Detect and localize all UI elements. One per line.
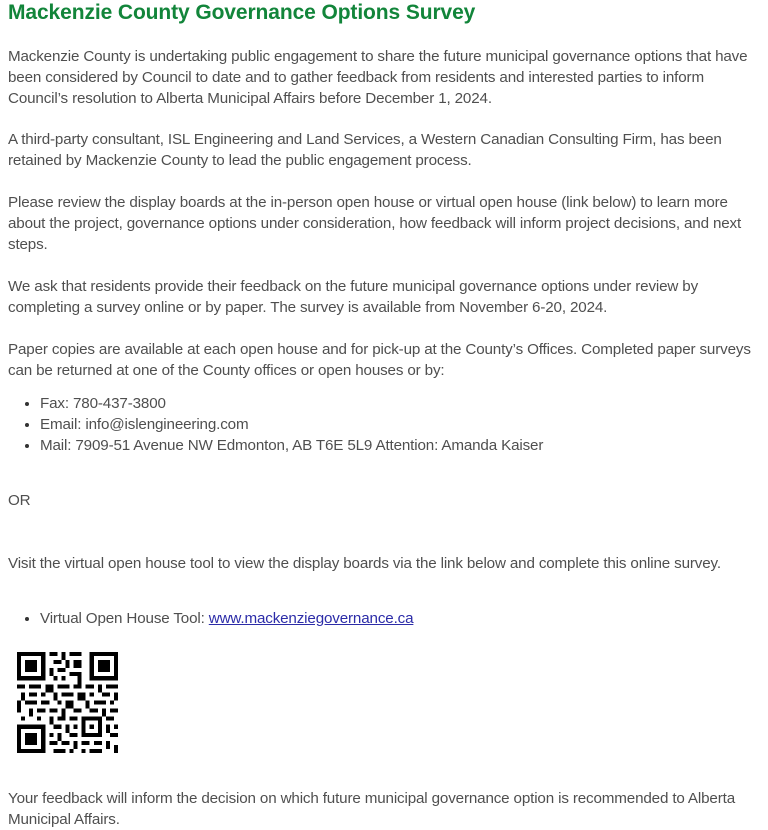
list-item-fax: Fax: 780-437-3800 [22,393,543,414]
closing-paragraph: Your feedback will inform the decision on which future municipal governance option is recommended to Alberta Municipal Affairs. [8,790,735,828]
or-separator: OR [8,492,31,509]
list-item-mail: Mail: 7909-51 Avenue NW Edmonton, AB T6E 5L9 Attention: Amanda Kaiser [22,435,543,456]
page-title: Mackenzie County Governance Options Survey [8,1,476,24]
consultant-paragraph: A third-party consultant, ISL Engineering and Land Services, a Western Canadian Consulting Firm, has been retained by Mackenzie County to lead the public engagement process. [8,131,722,169]
visit-paragraph: Visit the virtual open house tool to view the display boards via the link below and complete this online survey. [8,555,721,572]
intro-paragraph: Mackenzie County is undertaking public engagement to share the future municipal governance options that have been considered by Council to date and to gather feedback from residents and interested parties to inform Council’s resolution to Alberta Municipal Affairs before December 1, 2024. [8,48,748,107]
review-paragraph: Please review the display boards at the in-person open house or virtual open house (link below) to learn more about the project, governance options under consideration, how feedback will inform project decisions, and next steps. [8,194,742,253]
paper-copies-paragraph: Paper copies are available at each open house and for pick-up at the County’s Offices. Completed paper surveys can be returned at one of the County offices or open houses or by: [8,341,751,379]
return-methods-list [22,393,543,456]
list-item-virtual-tool [22,608,413,629]
list-item-email: Email: info@islengineering.com [22,414,543,435]
virtual-tool-label: Virtual Open House Tool: [40,610,209,627]
qr-code-icon [17,652,118,753]
survey-availability-paragraph: We ask that residents provide their feedback on the future municipal governance options under review by completing a survey online or by paper. The survey is available from November 6-20, 2024. [8,278,699,316]
virtual-open-house-link[interactable]: www.mackenziegovernance.ca [208,610,414,627]
virtual-tool-list [22,608,413,629]
